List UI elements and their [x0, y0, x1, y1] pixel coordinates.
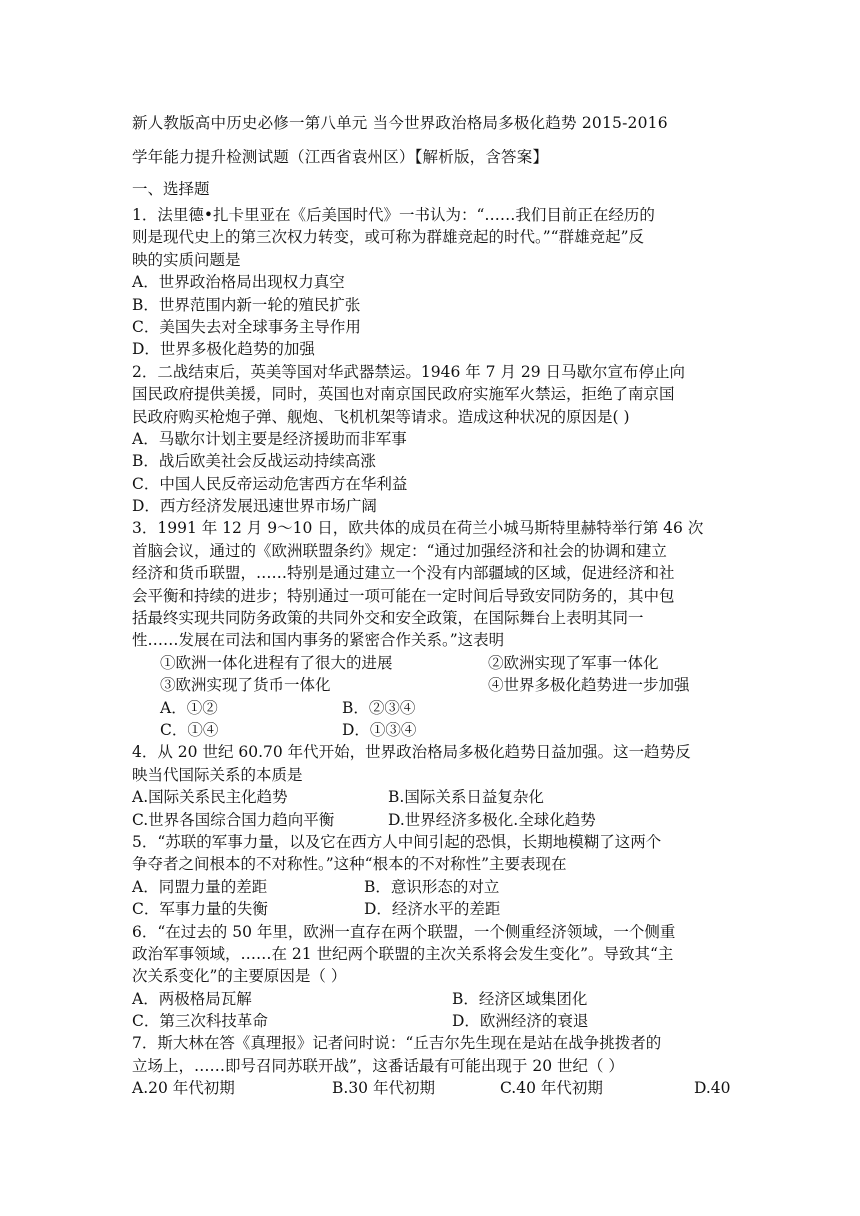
- statement-4: ④世界多极化趋势进一步加强: [488, 676, 690, 695]
- option-d: D．①③④: [342, 720, 417, 739]
- option-d: D.40: [694, 1079, 731, 1098]
- document-title-line-1: 新人教版高中历史必修一第八单元 当今世界政治格局多极化趋势 2015-2016: [132, 114, 668, 132]
- question-stem-line: 民政府购买枪炮子弹、舰炮、飞机机架等请求。造成这种状况的原因是( ): [132, 407, 630, 426]
- option-b: B.30 年代初期: [332, 1079, 435, 1098]
- option-c: C．中国人民反帝运动危害西方在华利益: [132, 474, 408, 493]
- document-body: [132, 106, 732, 1100]
- option-b: B．世界范围内新一轮的殖民扩张: [132, 295, 361, 314]
- question-stem-line: 次关系变化”的主要原因是（ ）: [132, 967, 347, 986]
- question-6: [132, 921, 732, 1033]
- option-row: [132, 719, 732, 741]
- option-d: D.世界经济多极化.全球化趋势: [388, 810, 596, 829]
- option-b: B.国际关系日益复杂化: [388, 788, 544, 807]
- question-stem-line: 立场上，……即号召同苏联开战”，这番话最有可能出现于 20 世纪（ ）: [132, 1056, 624, 1075]
- question-7: [132, 1032, 732, 1099]
- question-stem-line: 经济和货币联盟，……特别是通过建立一个没有内部疆域的区域，促进经济和社: [132, 564, 675, 583]
- option-a: A．马歇尔计划主要是经济援助而非军事: [132, 429, 407, 448]
- question-stem-line: 映当代国际关系的本质是: [132, 765, 303, 784]
- question-4: [132, 741, 732, 831]
- statement-3: ③欧洲实现了货币一体化: [160, 676, 331, 695]
- option-row: [132, 898, 732, 920]
- option-row: [132, 809, 732, 831]
- question-stem-line: 括最终实现共同防务政策的共同外交和安全政策，在国际舞台上表明其同一: [132, 609, 644, 628]
- option-row: [132, 786, 732, 808]
- statement-2: ②欧洲实现了军事一体化: [488, 653, 659, 672]
- statement-1: ①欧洲一体化进程有了很大的进展: [160, 653, 393, 672]
- question-stem-line: 国民政府提供美援，同时，英国也对南京国民政府实施军火禁运，拒绝了南京国: [132, 385, 675, 404]
- option-c: C.40 年代初期: [500, 1079, 603, 1098]
- option-row: [132, 876, 732, 898]
- option-a: A.20 年代初期: [132, 1079, 235, 1098]
- option-b: B．经济区域集团化: [452, 989, 588, 1008]
- question-stem-line: 首脑会议，通过的《欧洲联盟条约》规定：“通过加强经济和社会的协调和建立: [132, 541, 667, 560]
- option-row: [132, 988, 732, 1010]
- option-c: C．第三次科技革命: [132, 1012, 268, 1031]
- question-5: [132, 831, 732, 921]
- question-stem-line: 政治军事领域，……在 21 世纪两个联盟的主次关系将会发生变化”。导致其“主: [132, 944, 674, 963]
- option-row: [132, 1077, 732, 1099]
- option-b: B．②③④: [342, 698, 416, 717]
- question-stem-line: 映的实质问题是: [132, 250, 241, 269]
- option-a: A．两极格局瓦解: [132, 989, 252, 1008]
- question-stem-line: 性……发展在司法和国内事务的紧密合作关系。”这表明: [132, 631, 505, 650]
- question-stem-line: 则是现代史上的第三次权力转变，或可称为群雄竞起的时代。”“群雄竞起”反: [132, 228, 645, 247]
- option-b: B．意识形态的对立: [364, 877, 500, 896]
- question-stem-line: 7．斯大林在答《真理报》记者问时说：“丘吉尔先生现在是站在战争挑拨者的: [132, 1034, 662, 1053]
- question-stem-line: 5．“苏联的军事力量，以及它在西方人中间引起的恐惧，长期地模糊了这两个: [132, 832, 662, 851]
- option-a: A．世界政治格局出现权力真空: [132, 273, 345, 292]
- option-c: C．美国失去对全球事务主导作用: [132, 317, 361, 336]
- option-c: C.世界各国综合国力趋向平衡: [132, 810, 335, 829]
- question-stem-line: 会平衡和持续的进步；特别通过一项可能在一定时间后导致安同防务的，其中包: [132, 586, 675, 605]
- option-d: D．经济水平的差距: [364, 900, 501, 919]
- question-stem-line: 4．从 20 世纪 60.70 年代开始，世界政治格局多极化趋势日益加强。这一趋势反: [132, 743, 691, 762]
- option-a: A.国际关系民主化趋势: [132, 788, 288, 807]
- option-d: D．西方经济发展迅速世界市场广阔: [132, 497, 377, 516]
- question-2: [132, 361, 732, 518]
- section-heading: 一、选择题: [132, 180, 210, 198]
- option-a: A．同盟力量的差距: [132, 877, 268, 896]
- statement-row: [132, 652, 732, 674]
- question-stem-line: 2．二战结束后，英美等国对华武器禁运。1946 年 7 月 29 日马歇尔宣布停止向: [132, 362, 686, 381]
- question-1: [132, 204, 732, 361]
- question-stem-line: 1．法里德•扎卡里亚在《后美国时代》一书认为：“……我们目前正在经历的: [132, 206, 655, 224]
- statement-row: [132, 674, 732, 696]
- option-d: D．世界多极化趋势的加强: [132, 340, 315, 359]
- document-title-line-2: 学年能力提升检测试题（江西省袁州区）【解析版，含答案】: [132, 148, 549, 166]
- option-c: C．①④: [160, 720, 219, 739]
- option-a: A．①②: [160, 698, 218, 717]
- option-c: C．军事力量的失衡: [132, 900, 268, 919]
- question-stem-line: 3．1991 年 12 月 9～10 日，欧共体的成员在荷兰小城马斯特里赫特举行第 46 次: [132, 519, 704, 538]
- option-b: B．战后欧美社会反战运动持续高涨: [132, 452, 376, 471]
- option-row: [132, 1010, 732, 1032]
- question-stem-line: 争夺者之间根本的不对称性。”这种“根本的不对称性”主要表现在: [132, 855, 567, 874]
- option-d: D．欧洲经济的衰退: [452, 1012, 589, 1031]
- question-stem-line: 6．“在过去的 50 年里，欧洲一直存在两个联盟，一个侧重经济领域，一个侧重: [132, 922, 676, 941]
- question-3: [132, 517, 732, 741]
- option-row: [132, 697, 732, 719]
